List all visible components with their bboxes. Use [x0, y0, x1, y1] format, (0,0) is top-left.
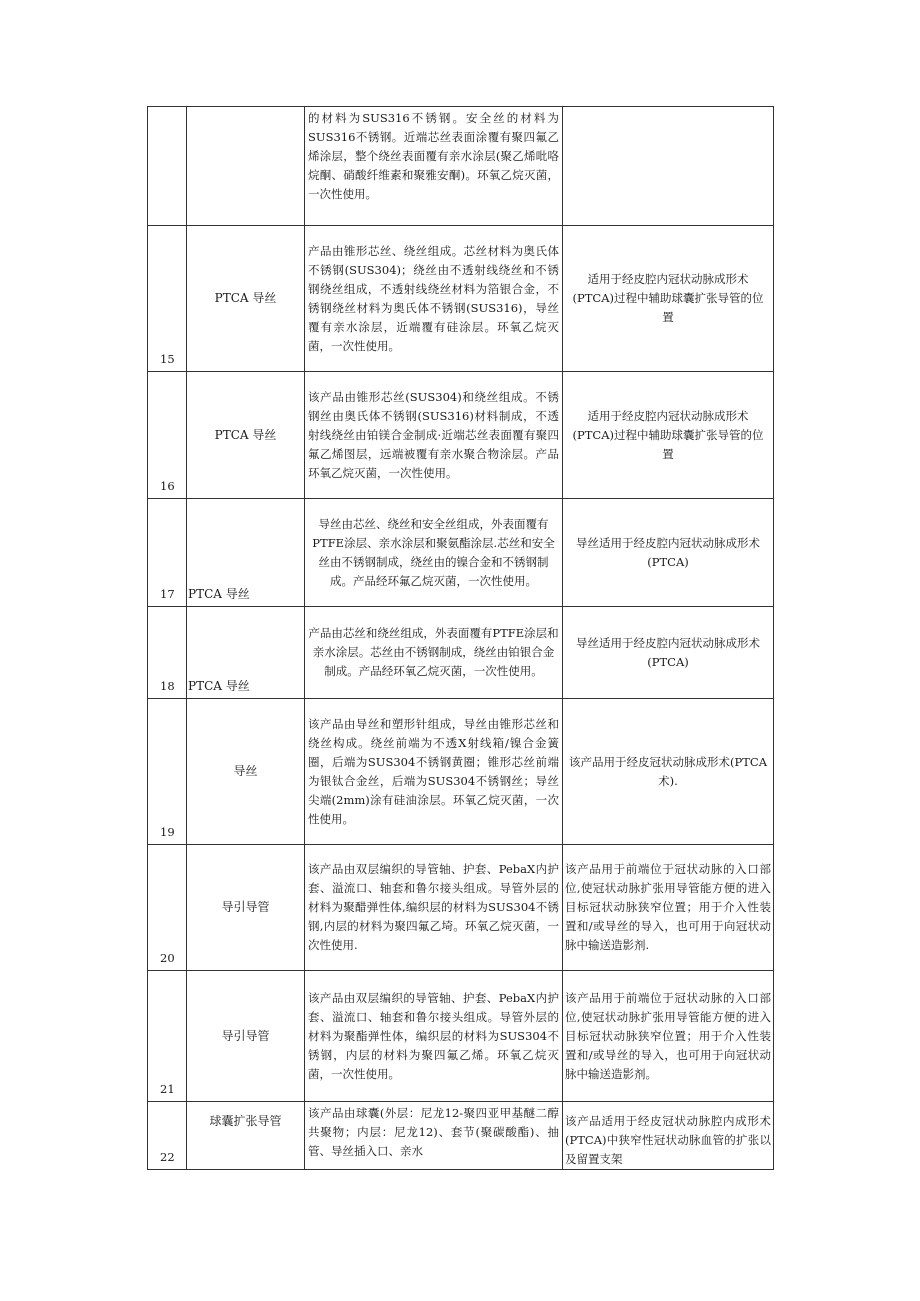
table-row [148, 845, 774, 971]
row-number [148, 107, 187, 226]
product-description: 该产品由锥形芯丝(SUS304)和绕丝组成。不锈钢丝由奥氏体不锈钢(SUS316)材料制成，不透射线绕丝由铂镁合金制成·近端芯丝表面覆有聚四氟乙烯图层，远端被覆有亲水聚合物涂层。产品环氧乙烷灭菌，一次性使用。 [305, 372, 563, 499]
device-table [147, 106, 774, 1170]
intended-use: 该产品用于经皮冠状动脉成形术(PTCA术). [563, 699, 774, 845]
intended-use [563, 107, 774, 226]
product-description: 该产品由导丝和塑形针组成，导丝由锥形芯丝和绕丝构成。绕丝前端为不透X射线箱/镍合金簧圈，后端为SUS304不锈钢黄圈；锥形芯丝前端为银钛合金丝，后端为SUS304不锈钢丝；导丝尖端(2mm)涂有硅油涂层。环氧乙烷灭菌，一次性使用。 [305, 699, 563, 845]
intended-use: 该产品用于前端位于冠状动脉的入口部位,使冠状动脉扩张用导管能方便的进入目标冠状动脉狭窄位置；用于介入性装置和/或导丝的导入，也可用于向冠状动脉中输送造影剂. [563, 845, 774, 971]
intended-use: 该产品用于前端位于冠状动脉的入口部位,使冠状动脉扩张用导管能方便的进入目标冠状动脉狭窄位置；用于介入性装置和/或导丝的导入，也可用于向冠状动脉中输送造影剂。 [563, 971, 774, 1102]
product-name: PTCA 导丝 [187, 372, 305, 499]
product-name: PTCA 导丝 [187, 607, 305, 699]
product-name: PTCA 导丝 [187, 499, 305, 607]
product-description: 产品由芯丝和绕丝组成，外表面覆有PTFE涂层和亲水涂层。芯丝由不锈钢制成，绕丝由铂银合金制成。产品经环氧乙烷灭菌，一次性使用。 [305, 607, 563, 699]
product-name: PTCA 导丝 [187, 226, 305, 372]
row-number: 19 [148, 699, 187, 845]
row-number: 16 [148, 372, 187, 499]
row-number: 15 [148, 226, 187, 372]
product-name: 导引导管 [187, 971, 305, 1102]
product-name: 球囊扩张导管 [187, 1102, 305, 1170]
row-number: 20 [148, 845, 187, 971]
table-row [148, 699, 774, 845]
intended-use: 适用于经皮腔内冠状动脉成形术(PTCA)过程中辅助球囊扩张导管的位置 [563, 372, 774, 499]
intended-use: 导丝适用于经皮腔内冠状动脉成形术(PTCA) [563, 607, 774, 699]
product-description: 的材料为SUS316不锈钢。安全丝的材料为SUS316不锈钢。近端芯丝表面涂覆有聚四氟乙烯涂层，整个绕丝表面覆有亲水涂层(聚乙烯吡咯烷酮、硝酸纤维素和聚雅安酮)。环氧乙烷灭菌，一次性使用。 [305, 107, 563, 226]
product-description: 导丝由芯丝、绕丝和安全丝组成，外表面覆有PTFE涂层、亲水涂层和聚氨酯涂层.芯丝和安全丝由不锈钢制成，绕丝由的镍合金和不锈钢制成。产品经环氟乙烷灭菌，一次性使用。 [305, 499, 563, 607]
row-number: 21 [148, 971, 187, 1102]
row-number: 18 [148, 607, 187, 699]
product-description: 该产品由双层编织的导管轴、护套、PebaX内护套、溢流口、轴套和鲁尔接头组成。导管外层的材料为聚醋弹性体,编织层的材料为SUS304不锈钢,内层的材料为聚四氟乙埼。环氧乙烷灭菌，一次性使用. [305, 845, 563, 971]
table-row [148, 971, 774, 1102]
intended-use: 导丝适用于经皮腔内冠状动脉成形术(PTCA) [563, 499, 774, 607]
row-number: 22 [148, 1102, 187, 1170]
product-description: 产品由锥形芯丝、绕丝组成。芯丝材料为奥氏体不锈钢(SUS304)；绕丝由不透射线绕丝和不锈钢绕丝组成，不透射线绕丝材料为箔银合金，不锈钢绕丝材料为奥氏体不锈钢(SUS316)，导丝覆有亲水涂层，近端覆有硅涂层。环氧乙烷灭菌，一次性使用。 [305, 226, 563, 372]
product-description: 该产品由球囊(外层：尼龙12-聚四亚甲基醚二醇共聚物；内层：尼龙12)、套节(聚碳酸酯)、抽管、导丝插入口、亲水 [305, 1102, 563, 1170]
table-row [148, 372, 774, 499]
table-row [148, 226, 774, 372]
intended-use: 适用于经皮腔内冠状动脉成形术(PTCA)过程中辅助球囊扩张导管的位置 [563, 226, 774, 372]
row-number: 17 [148, 499, 187, 607]
product-name: 导引导管 [187, 845, 305, 971]
table-row [148, 499, 774, 607]
product-name: 导丝 [187, 699, 305, 845]
product-description: 该产品由双层编织的导管轴、护套、PebaX内护套、溢流口、轴套和鲁尔接头组成。导管外层的材料为聚酯弹性体，编织层的材料为SUS304不锈钢，内层的材料为聚四氟乙烯。环氧乙烷灭菌，一次性使用。 [305, 971, 563, 1102]
product-name [187, 107, 305, 226]
intended-use: 该产品适用于经皮冠状动脉腔内成形术(PTCA)中狭窄性冠状动脉血管的扩张以及留置支架 [563, 1102, 774, 1170]
table-row [148, 607, 774, 699]
table-row [148, 1102, 774, 1170]
table-row [148, 107, 774, 226]
